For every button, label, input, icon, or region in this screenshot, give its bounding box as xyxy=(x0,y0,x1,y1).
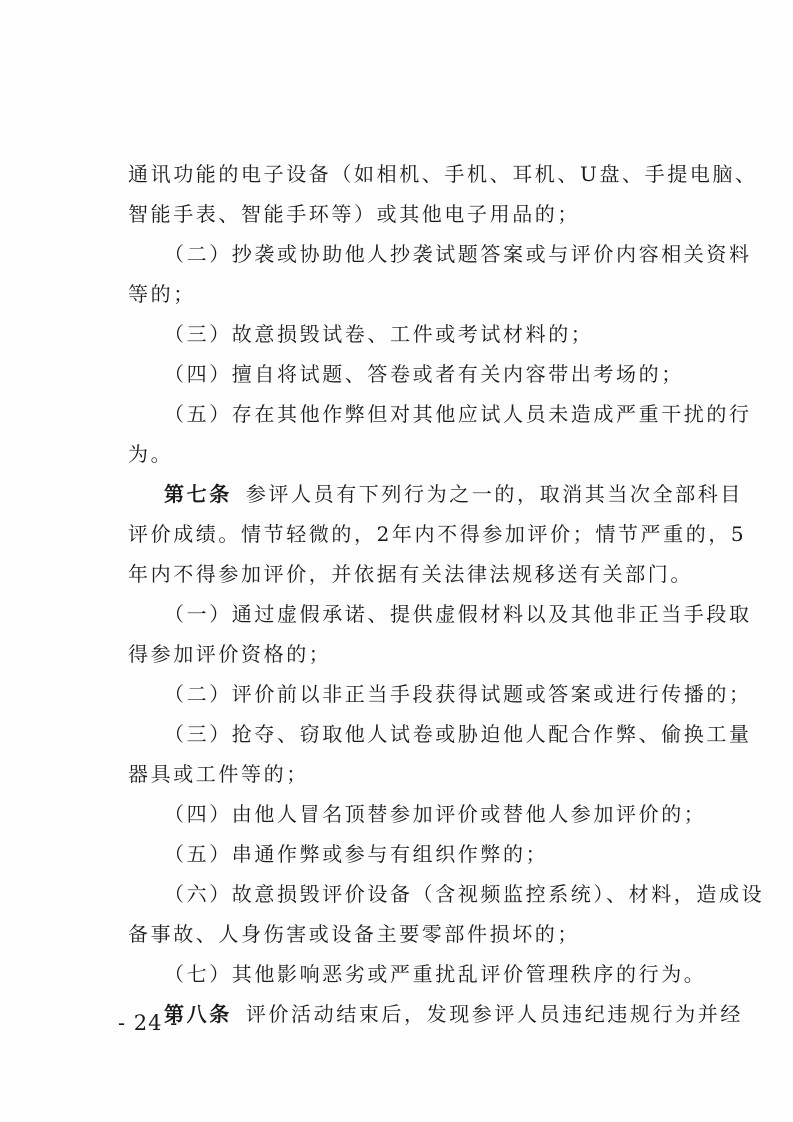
text-line: 评价成绩。情节轻微的，2年内不得参加评价；情节严重的，5 xyxy=(128,522,747,546)
text-line: （五）存在其他作弊但对其他应试人员未造成严重干扰的行 xyxy=(164,402,752,426)
text-line: （五）串通作弊或参与有组织作弊的； xyxy=(164,842,549,866)
text-line: （二）抄袭或协助他人抄袭试题答案或与评价内容相关资料 xyxy=(164,242,752,266)
article-7-first-line xyxy=(128,474,744,514)
text-line: （六）故意损毁评价设备（含视频监控系统）、材料，造成设 xyxy=(164,882,765,906)
text-line: 器具或工件等的； xyxy=(128,762,309,786)
text-line: 通讯功能的电子设备（如相机、手机、耳机、U盘、手提电脑、 xyxy=(128,162,758,186)
article-7-text: 参评人员有下列行为之一的，取消其当次全部科目 xyxy=(245,482,744,506)
text-line: （四）由他人冒名顶替参加评价或替他人参加评价的； xyxy=(164,802,707,826)
text-line: （三）故意损毁试卷、工件或考试材料的； xyxy=(164,322,594,346)
article-7-heading: 第七条 xyxy=(164,482,232,506)
text-line: （二）评价前以非正当手段获得试题或答案或进行传播的； xyxy=(164,682,752,706)
body-text xyxy=(128,154,765,1034)
article-8-first-line xyxy=(128,994,744,1034)
text-line: 得参加评价资格的； xyxy=(128,642,332,666)
text-line: 年内不得参加评价，并依据有关法律法规移送有关部门。 xyxy=(128,562,693,586)
text-line: （七）其他影响恶劣或严重扰乱评价管理秩序的行为。 xyxy=(164,962,707,986)
text-line: （三）抢夺、窃取他人试卷或胁迫他人配合作弊、偷换工量 xyxy=(164,722,752,746)
text-line: 为。 xyxy=(128,442,174,466)
page-number: - 24 - xyxy=(118,1011,179,1035)
text-line: 智能手表、智能手环等）或其他电子用品的； xyxy=(128,202,580,226)
article-8-text: 评价活动结束后，发现参评人员违纪违规行为并经 xyxy=(245,1002,744,1026)
article-8-heading: 第八条 xyxy=(164,1002,232,1026)
text-line: 备事故、人身伤害或设备主要零部件损坏的； xyxy=(128,922,580,946)
text-line: （一）通过虚假承诺、提供虚假材料以及其他非正当手段取 xyxy=(164,602,752,626)
text-line: （四）擅自将试题、答卷或者有关内容带出考场的； xyxy=(164,362,684,386)
text-line: 等的； xyxy=(128,282,196,306)
